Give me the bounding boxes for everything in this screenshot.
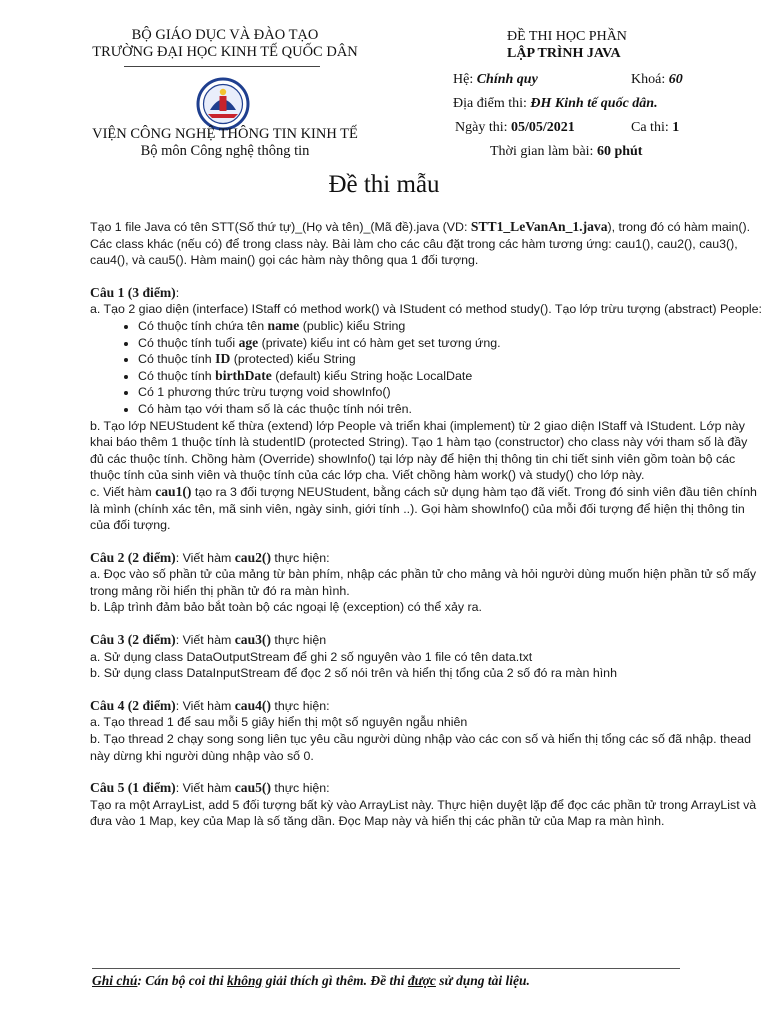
function-name: cau5() <box>234 780 271 796</box>
bullet-keyword: name <box>267 317 300 333</box>
bullet-text: Có thuộc tính <box>138 352 216 367</box>
list-item <box>138 318 764 335</box>
bullet-text: (protected) kiểu String <box>230 352 356 367</box>
question-intro-text: thực hiện <box>270 633 327 648</box>
question-4-heading <box>90 698 764 715</box>
question-1-heading <box>90 285 764 302</box>
exam-title: Đề thi mẫu <box>328 171 440 198</box>
intro-text-b: ), trong đó có hàm main(). Các class khác (nếu có) để trong class này. Bài làm cho các câu đặt trong các hàm tương ứng: cau1(), cau2(), cau3(), cau4(), và cau5(). Hàm main() gọi các hàm này thông qua 1 đối tượng. <box>90 220 751 268</box>
bullet-text: (public) kiểu String <box>299 318 406 333</box>
exam-body <box>90 219 764 830</box>
date-row <box>455 119 575 136</box>
question-4-part-b: b. Tạo thread 2 chạy song song liên tục yêu cầu người dùng nhập vào các con số và hiển thị tổng các số đã nhập. thead này dừng khi người dùng nhập vào số 0. <box>90 732 751 763</box>
bullet-text: (default) kiểu String hoặc LocalDate <box>271 368 473 383</box>
program-label: Hệ: <box>453 72 474 87</box>
question-4-part-a: a. Tạo thread 1 để sau mỗi 5 giây hiển thị một số nguyên ngẫu nhiên <box>90 715 468 730</box>
function-name: cau3() <box>234 632 271 648</box>
bullet-keyword: age <box>238 334 259 350</box>
program-value: Chính quy <box>476 72 538 87</box>
footer-colon: : <box>137 973 146 988</box>
intro-filename-example: STT1_LeVanAn_1.java <box>470 219 608 234</box>
function-name: cau4() <box>234 697 271 713</box>
list-item <box>138 384 764 401</box>
bullet-text: Có thuộc tính chứa tên <box>138 318 268 333</box>
bullet-text: Có thuộc tính <box>138 368 216 383</box>
footer-text: sử dụng tài liệu. <box>435 973 530 988</box>
list-item <box>138 368 764 385</box>
question-1-part-a: a. Tạo 2 giao diện (interface) IStaff có method work() và IStudent có method study(). Tạo lớp trừu tượng (abstract) People: <box>90 302 762 317</box>
location-value: ĐH Kinh tế quốc dân. <box>530 96 658 111</box>
question-intro-text: : Viết hàm <box>175 550 235 565</box>
question-3-heading <box>90 632 764 649</box>
intro-text-a: Tạo 1 file Java có tên STT(Số thứ tự)_(Họ và tên)_(Mã đề).java (VD: <box>90 220 471 234</box>
footer-text: Cán bộ coi thi <box>145 973 228 988</box>
question-1-title: Câu 1 (3 điểm) <box>90 284 176 300</box>
question-3-part-a: a. Sử dụng class DataOutputStream để ghi 2 số nguyên vào 1 file có tên data.txt <box>90 649 533 664</box>
question-intro-text: thực hiện: <box>270 781 330 796</box>
question-4-title: Câu 4 (2 điểm) <box>90 697 176 713</box>
program-row <box>453 71 538 88</box>
header-divider <box>124 66 320 67</box>
cohort-row <box>631 71 683 88</box>
list-item <box>138 335 764 352</box>
part-c-text: c. Viết hàm <box>90 484 156 499</box>
shift-value: 1 <box>672 120 680 135</box>
question-intro-text: : Viết hàm <box>175 781 235 796</box>
list-item <box>138 351 764 368</box>
exam-type: ĐỀ THI HỌC PHẦN <box>507 29 627 44</box>
cohort-value: 60 <box>668 72 683 87</box>
question-3-title: Câu 3 (2 điểm) <box>90 632 176 648</box>
university-logo <box>196 77 250 131</box>
course-name: LẬP TRÌNH JAVA <box>507 46 621 61</box>
function-name: cau2() <box>234 549 271 565</box>
date-value: 05/05/2021 <box>511 120 575 135</box>
bullet-keyword: birthDate <box>215 367 272 383</box>
question-3-part-b: b. Sử dụng class DataInputStream để đọc 2 số nói trên và hiển thị tổng của 2 số đó ra màn hình <box>90 666 617 681</box>
bullet-text: Có 1 phương thức trừu tượng void showInfo() <box>138 385 391 400</box>
question-2-heading <box>90 550 764 567</box>
list-item <box>138 401 764 418</box>
footer-text-underlined: không <box>227 973 263 988</box>
part-c-text: tạo ra 3 đối tượng NEUStudent, bằng cách sử dụng hàm tạo đã viết. Trong đó sinh viên đầu tiên chính là mình (chính xác tên, mã sinh viên, ngày sinh, giới tính ..). Gọi hàm showInfo() của mỗi đối tượng để hiện thị thông tin của đối tượng. <box>90 484 757 533</box>
date-label: Ngày thi: <box>455 120 508 135</box>
question-1-part-b: b. Tạo lớp NEUStudent kế thừa (extend) lớp People và triển khai (implement) từ 2 giao diện IStaff và IStudent. Lớp này khai báo thêm 1 thuộc tính là studentID (protected String). Tạo 1 hàm tạo (constructor) cho class này với tham số là đầy đủ các thuộc tính. Chồng hàm (Override) showInfo() tại lớp này để hiện thị thông tin chi tiết sinh viên gồm toàn bộ các thuộc tính của sinh viên và thuộc tính của các lớp cha. Viết chồng hàm work() và study() cho lớp này. <box>90 418 748 483</box>
bullet-text: Có hàm tạo với tham số là các thuộc tính nói trên. <box>138 401 412 416</box>
footer-label: Ghi chú <box>92 973 138 988</box>
question-2-part-a: a. Đọc vào số phần tử của mảng từ bàn phím, nhập các phần tử cho mảng và hỏi người dùng muốn hiện phần tử số mấy trong mảng rồi hiển thị phần tử đó ra màn hình. <box>90 567 757 598</box>
bullet-keyword: ID <box>215 351 231 367</box>
question-2-part-b: b. Lập trình đảm bảo bắt toàn bộ các ngoại lệ (exception) có thể xảy ra. <box>90 600 482 615</box>
footer-text-underlined: được <box>407 973 436 988</box>
duration-value: 60 phút <box>596 144 643 159</box>
question-1-part-c <box>90 484 764 534</box>
university-name: TRƯỜNG ĐẠI HỌC KINH TẾ QUỐC DÂN <box>92 44 358 60</box>
footer-note <box>92 973 530 989</box>
intro-paragraph <box>90 219 764 269</box>
question-1-bullet-list <box>90 318 764 418</box>
shift-label: Ca thi: <box>631 120 669 135</box>
question-2-title: Câu 2 (2 điểm) <box>90 549 176 565</box>
institute-name: VIỆN CÔNG NGHỆ THÔNG TIN KINH TẾ <box>92 126 358 142</box>
footer-text: giải thích gì thêm. Đề thi <box>262 973 408 988</box>
location-row <box>453 95 658 112</box>
department-name: Bộ môn Công nghệ thông tin <box>140 143 310 159</box>
bullet-text: Có thuộc tính tuổi <box>138 335 239 350</box>
question-intro-text: : Viết hàm <box>175 633 235 648</box>
question-1-colon: : <box>175 285 180 300</box>
question-5-title: Câu 5 (1 điểm) <box>90 780 176 796</box>
location-label: Địa điểm thi: <box>453 96 527 111</box>
ministry-name: BỘ GIÁO DỤC VÀ ĐÀO TẠO <box>131 27 319 43</box>
shift-row <box>631 119 679 136</box>
question-intro-text: thực hiện: <box>270 698 330 713</box>
question-intro-text: : Viết hàm <box>175 698 235 713</box>
question-5-heading <box>90 780 764 797</box>
cohort-label: Khoá: <box>631 72 666 87</box>
duration-row <box>490 143 642 160</box>
bullet-text: (private) kiểu int có hàm get set tương ứng. <box>258 335 501 350</box>
question-5-body: Tạo ra một ArrayList, add 5 đối tượng bất kỳ vào ArrayList này. Thực hiện duyệt lặp để đọc các phần tử trong ArrayList và đưa vào 1 Map, key của Map là số tăng dần. Đọc Map này và hiển thị các phần tử của Map ra màn hình. <box>90 797 757 829</box>
question-intro-text: thực hiện: <box>270 550 330 565</box>
duration-label: Thời gian làm bài: <box>490 144 594 159</box>
footer-divider <box>92 968 680 969</box>
function-name: cau1() <box>155 483 192 499</box>
